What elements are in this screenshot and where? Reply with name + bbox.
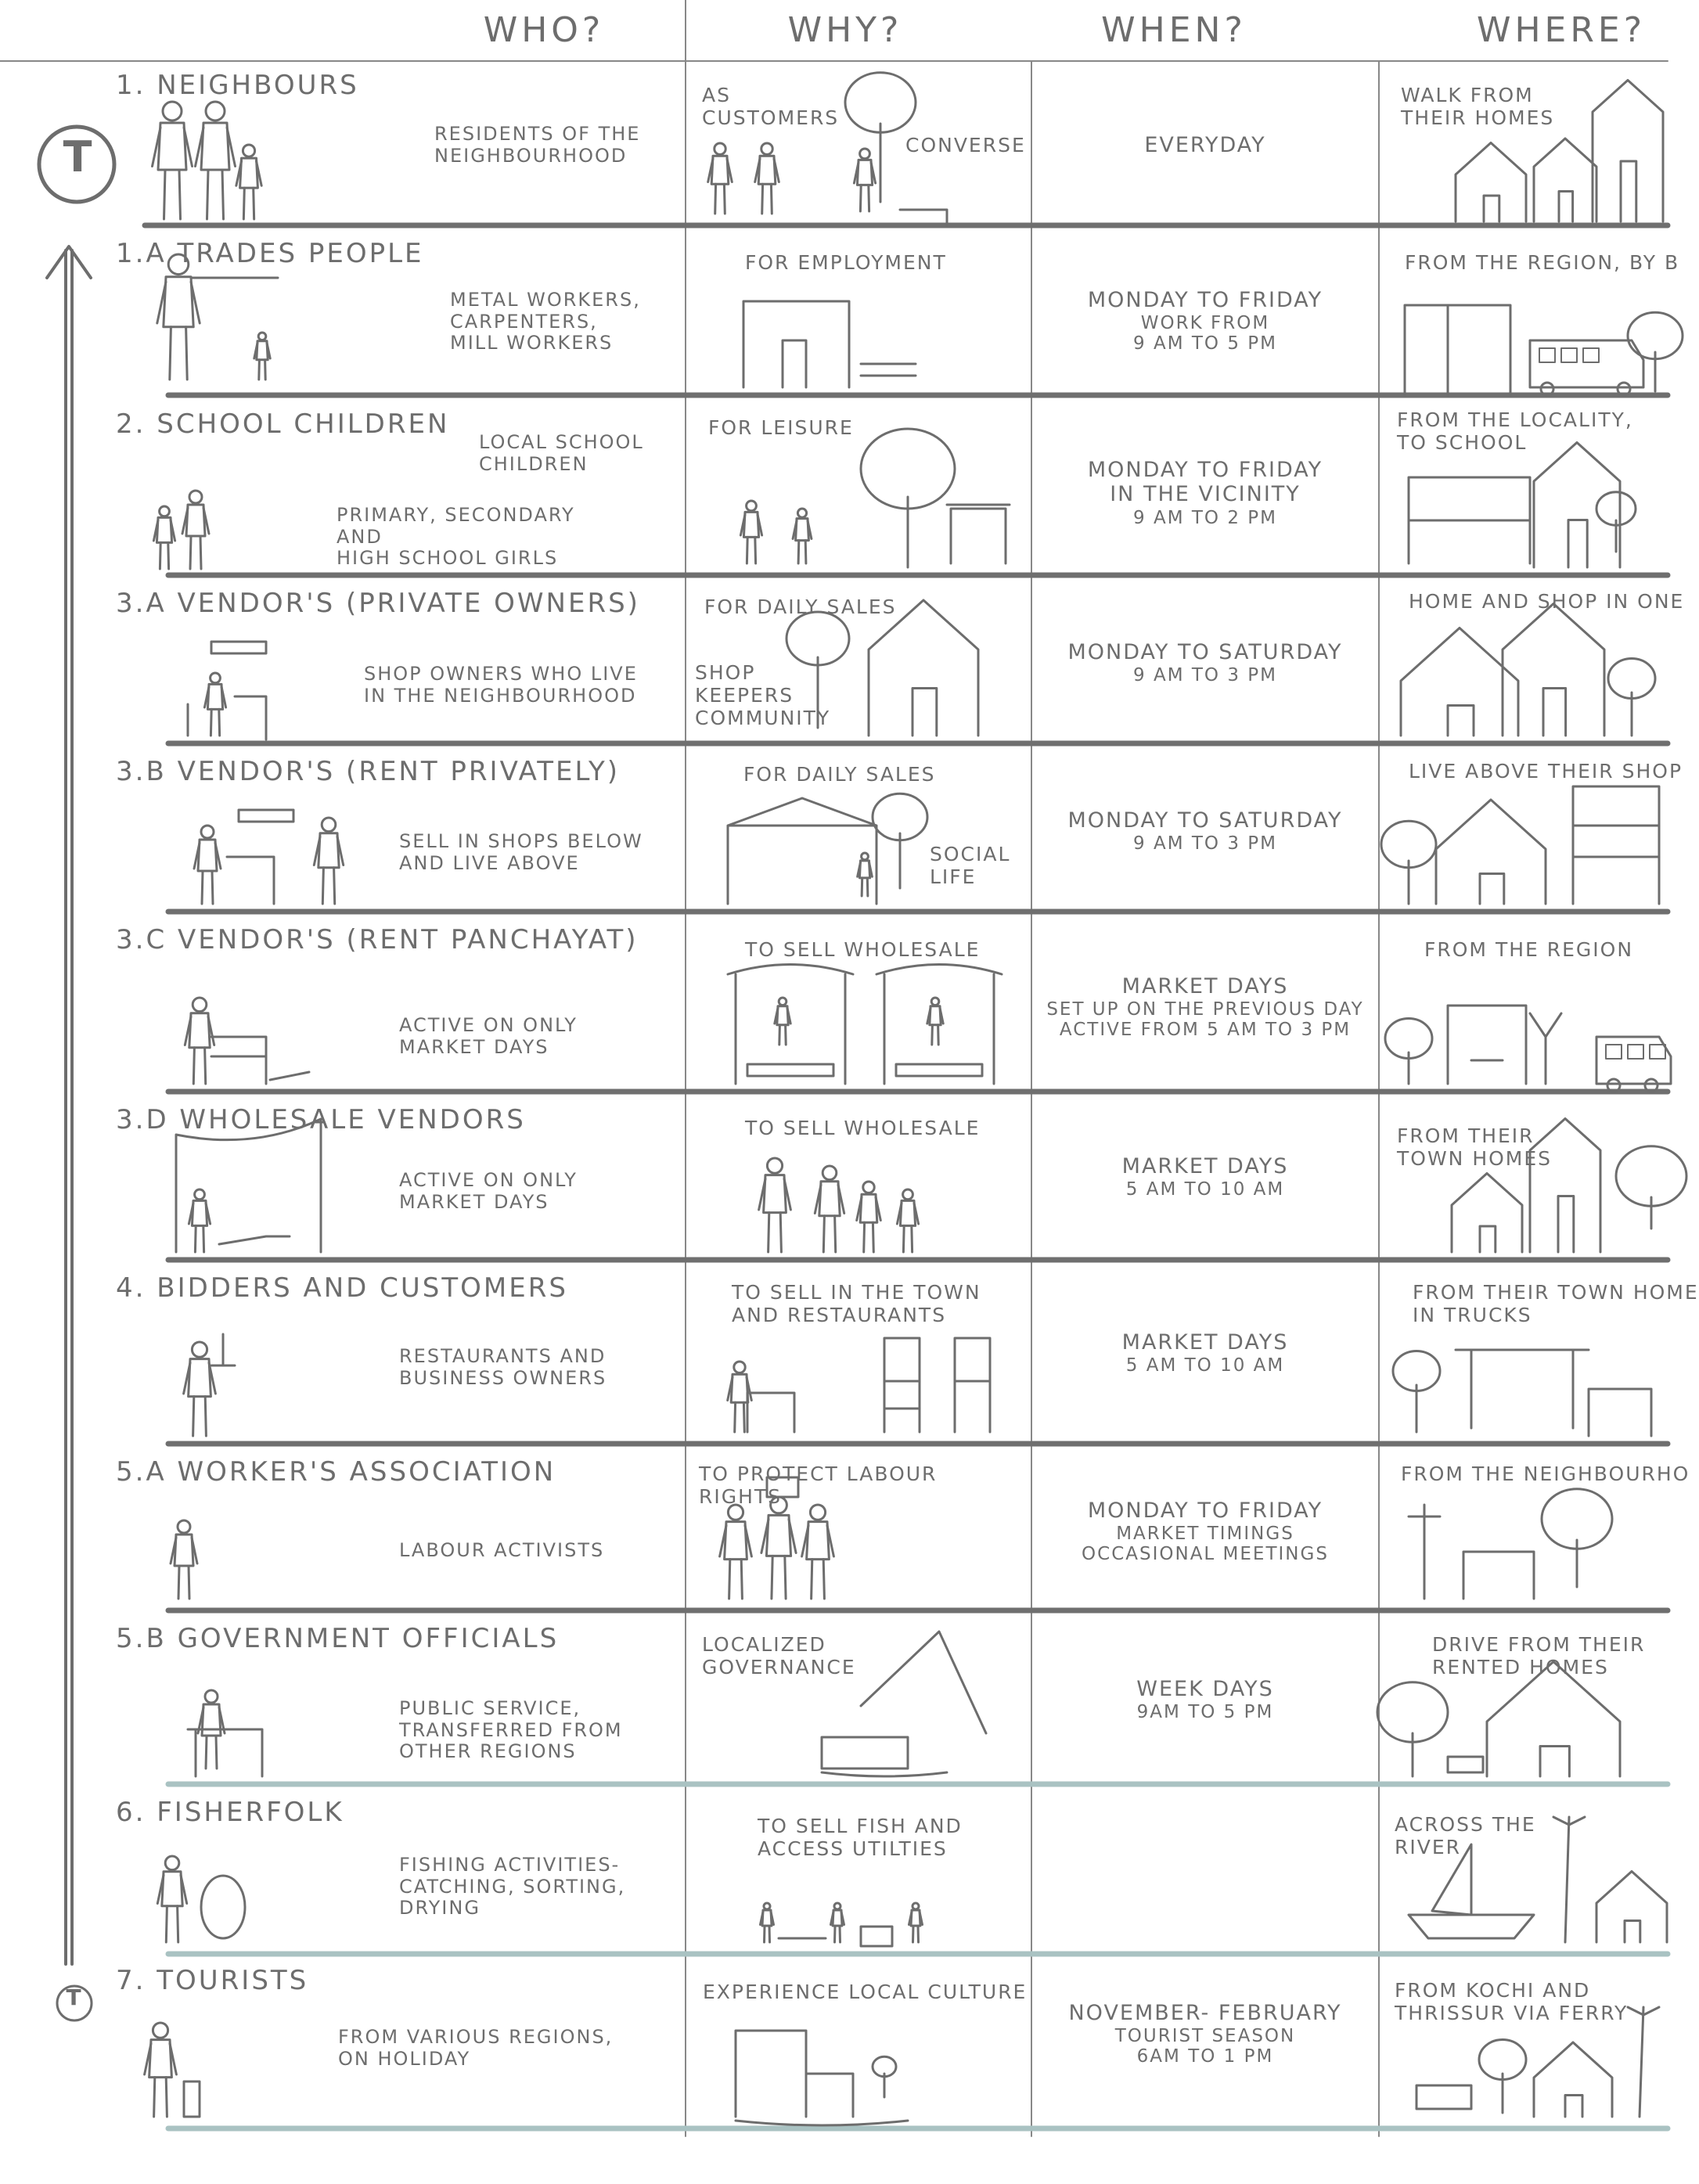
why-caption: FOR EMPLOYMENT	[745, 251, 947, 274]
where-caption: FROM THE NEIGHBOURHO	[1401, 1463, 1690, 1485]
person-sketch	[160, 506, 170, 516]
desk-sketch	[188, 1729, 262, 1776]
house-sketch	[912, 689, 937, 736]
person-sketch	[857, 160, 872, 185]
shop-sketch	[728, 798, 876, 904]
when-main: MARKET DAYS	[1121, 1330, 1289, 1355]
person-sketch	[931, 998, 939, 1006]
person-sketch	[735, 1402, 745, 1432]
person-sketch	[932, 1025, 938, 1045]
person-sketch	[761, 143, 772, 154]
person-sketch	[243, 188, 254, 219]
person-sketch	[819, 1182, 840, 1216]
why-caption: TO SELL FISH AND ACCESS UTILTIES	[758, 1815, 963, 1860]
produce-sketch	[270, 1072, 309, 1080]
row-title: 1.A TRADES PEOPLE	[116, 238, 424, 269]
person-sketch	[725, 1522, 747, 1560]
person-sketch	[862, 878, 868, 896]
where-caption: FROM THE REGION, BY B	[1405, 251, 1680, 274]
house-sketch	[1558, 1196, 1574, 1253]
church-sketch	[736, 2031, 853, 2117]
person-sketch	[211, 709, 219, 736]
row-title: 5.B GOVERNMENT OFFICIALS	[116, 1623, 560, 1654]
person-sketch	[207, 684, 222, 709]
person-sketch	[731, 1374, 748, 1402]
person-sketch	[772, 1556, 786, 1599]
person-sketch	[189, 491, 202, 503]
when-detail: TOURIST SEASON 6AM TO 1 PM	[1114, 2026, 1296, 2067]
fishing-net-sketch	[201, 1876, 245, 1938]
row-title: 2. SCHOOL CHILDREN	[116, 408, 450, 440]
when-main: MARKET DAYS	[1121, 974, 1289, 998]
who-description: ACTIVE ON ONLY MARKET DAYS	[399, 1169, 578, 1213]
person-sketch	[154, 2078, 167, 2117]
sign-sketch	[211, 642, 266, 653]
person-sketch	[798, 541, 806, 563]
when-detail: 9 AM TO 2 PM	[1133, 508, 1277, 528]
person-sketch	[193, 998, 207, 1012]
water-sketch	[736, 2121, 908, 2125]
school-sketch	[1409, 477, 1530, 563]
person-sketch	[153, 2023, 167, 2038]
person-sketch	[797, 509, 806, 517]
house-sketch	[1540, 1747, 1569, 1777]
building-sketch	[1448, 1006, 1526, 1084]
when-main: MONDAY TO FRIDAY	[1087, 1499, 1323, 1523]
hook-sketch	[211, 1334, 235, 1365]
person-sketch	[193, 1048, 205, 1084]
person-sketch	[912, 1903, 919, 1909]
person-sketch	[259, 360, 265, 380]
person-sketch	[240, 158, 258, 188]
person-sketch	[729, 1560, 743, 1599]
produce-sketch	[219, 1236, 290, 1244]
person-sketch	[864, 1222, 874, 1252]
house-sketch	[1463, 1552, 1534, 1599]
person-sketch	[175, 1535, 193, 1566]
person-sketch	[823, 1216, 835, 1252]
when-main: EVERYDAY	[1144, 133, 1266, 157]
person-sketch	[812, 1560, 825, 1599]
why-caption: FOR DAILY SALES	[743, 763, 936, 786]
person-sketch	[766, 1515, 790, 1556]
why-note: CONVERSE	[905, 134, 1026, 157]
house-sketch	[1534, 2042, 1612, 2117]
person-sketch	[149, 2040, 172, 2078]
when-detail: WORK FROM 9 AM TO 5 PM	[1133, 313, 1277, 354]
canopy-sketch	[176, 1119, 321, 1252]
person-sketch	[758, 156, 776, 184]
row-title: 5.A WORKER'S ASSOCIATION	[116, 1456, 556, 1488]
when-main: MONDAY TO FRIDAY	[1087, 288, 1323, 312]
house-sketch	[1484, 196, 1499, 221]
bare-tree-sketch	[1530, 1013, 1561, 1084]
person-sketch	[747, 501, 757, 511]
person-sketch	[807, 1522, 830, 1560]
person-sketch	[743, 512, 758, 537]
who-description: RESTAURANTS AND BUSINESS OWNERS	[399, 1345, 607, 1389]
car-sketch	[1448, 1757, 1483, 1772]
why-caption: AS CUSTOMERS	[702, 84, 840, 129]
person-sketch	[189, 1013, 210, 1048]
house-sketch	[1452, 1174, 1522, 1253]
why-caption: FOR DAILY SALES	[704, 595, 897, 618]
where-caption: DRIVE FROM THEIR RENTED HOMES	[1432, 1633, 1646, 1678]
stall-sketch	[896, 1064, 982, 1076]
why-caption: EXPERIENCE LOCAL CULTURE	[703, 1981, 1028, 2003]
person-sketch	[163, 102, 182, 121]
header-where: WHERE?	[1476, 10, 1647, 50]
when-detail: 9 AM TO 3 PM	[1133, 833, 1277, 854]
person-sketch	[195, 1189, 205, 1200]
why-caption: FOR LEISURE	[708, 416, 854, 439]
person-sketch	[195, 1225, 203, 1252]
person-sketch	[186, 505, 205, 536]
where-caption: FROM THE REGION	[1424, 938, 1634, 961]
who-description: ACTIVE ON ONLY MARKET DAYS	[399, 1014, 578, 1058]
sign-sketch	[239, 810, 293, 822]
person-sketch	[201, 826, 214, 838]
person-sketch	[170, 327, 187, 380]
person-sketch	[834, 1903, 841, 1909]
person-sketch	[862, 853, 869, 860]
who-description: RESIDENTS OF THE NEIGHBOURHOOD	[434, 123, 641, 167]
person-sketch	[903, 1225, 912, 1252]
when-main: NOVEMBER- FEBRUARY	[1068, 2001, 1342, 2025]
person-sketch	[319, 833, 339, 868]
why-caption: TO PROTECT LABOUR RIGHTS	[699, 1463, 938, 1508]
person-sketch	[860, 1194, 877, 1222]
house-sketch	[1543, 689, 1566, 736]
house-sketch	[1480, 1226, 1496, 1252]
where-caption: FROM THEIR TOWN HOMES	[1397, 1124, 1553, 1170]
why-caption: LOCALIZED GOVERNANCE	[702, 1633, 856, 1678]
person-sketch	[162, 1872, 182, 1906]
person-sketch	[207, 170, 224, 219]
person-sketch	[211, 673, 221, 683]
row-title: 6. FISHERFOLK	[116, 1797, 344, 1828]
water-sketch	[822, 1772, 947, 1776]
truck-sketch	[1589, 1389, 1651, 1436]
header-why: WHY?	[787, 10, 903, 50]
who-description: PUBLIC SERVICE, TRANSFERRED FROM OTHER REGIONS	[399, 1697, 623, 1763]
person-sketch	[160, 542, 168, 569]
person-sketch	[823, 1166, 837, 1180]
house-sketch	[1596, 1872, 1667, 1943]
person-sketch	[198, 840, 217, 871]
person-sketch	[206, 102, 225, 121]
who-description: FISHING ACTIVITIES- CATCHING, SORTING, DRYING	[399, 1854, 626, 1920]
where-caption: FROM THE LOCALITY, TO SCHOOL	[1397, 408, 1633, 454]
boat-sketch	[1409, 1915, 1534, 1938]
row-title: 3.D WHOLESALE VENDORS	[116, 1104, 526, 1135]
person-sketch	[769, 1213, 782, 1252]
bus-sketch	[1583, 348, 1599, 362]
row-title: 3.C VENDOR'S (RENT PANCHAYAT)	[116, 924, 639, 955]
person-sketch	[157, 517, 171, 542]
person-sketch	[762, 184, 772, 214]
workshop-sketch	[743, 301, 849, 387]
person-sketch	[193, 1397, 207, 1436]
where-caption: HOME AND SHOP IN ONE	[1409, 590, 1685, 613]
billboard-sketch	[1456, 1350, 1589, 1428]
where-caption: WALK FROM THEIR HOMES	[1401, 84, 1555, 129]
house-sketch	[1568, 520, 1587, 568]
person-sketch	[165, 1856, 179, 1870]
who-description: SELL IN SHOPS BELOW AND LIVE ABOVE	[399, 830, 643, 874]
when-detail: SET UP ON THE PREVIOUS DAY ACTIVE FROM 5 AM TO 3 PM	[1046, 999, 1364, 1041]
person-sketch	[835, 1926, 841, 1942]
bus-sketch	[1606, 1045, 1622, 1059]
bus-sketch	[1539, 348, 1555, 362]
person-sketch	[734, 1362, 745, 1373]
bus-sketch	[1628, 1045, 1643, 1059]
when-main: MONDAY TO SATURDAY	[1067, 808, 1343, 833]
axis-top-symbol: T	[63, 132, 94, 182]
row-title: 3.B VENDOR'S (RENT PRIVATELY)	[116, 756, 620, 787]
person-sketch	[258, 333, 266, 340]
person-sketch	[202, 871, 213, 904]
stall-sketch	[211, 1037, 266, 1084]
who-description: FROM VARIOUS REGIONS, ON HOLIDAY	[338, 2026, 614, 2070]
where-caption: LIVE ABOVE THEIR SHOP	[1409, 760, 1683, 783]
person-sketch	[764, 1903, 770, 1909]
house-sketch	[1401, 628, 1518, 736]
person-sketch	[192, 1200, 207, 1225]
house-sketch	[1625, 1921, 1640, 1943]
person-sketch	[860, 185, 869, 211]
person-sketch	[913, 1926, 919, 1942]
person-sketch	[903, 1189, 913, 1200]
when-detail: 9AM TO 5 PM	[1136, 1702, 1274, 1722]
person-sketch	[860, 149, 870, 159]
when-main: MARKET DAYS	[1121, 1154, 1289, 1178]
row-title: 3.A VENDOR'S (PRIVATE OWNERS)	[116, 588, 640, 619]
house-sketch	[1456, 143, 1526, 222]
table-sketch	[747, 1393, 794, 1432]
person-sketch	[900, 1200, 915, 1225]
person-sketch	[863, 1182, 874, 1193]
timeline-arrowhead	[47, 246, 91, 278]
house-sketch	[1534, 139, 1596, 221]
counter-sketch	[227, 857, 274, 904]
header-who: WHO?	[483, 10, 605, 50]
shelf-sketch	[955, 1338, 990, 1432]
person-sketch	[205, 1690, 218, 1703]
row-title-note: LOCAL SCHOOL CHILDREN	[479, 431, 644, 475]
bus-sketch	[1650, 1045, 1665, 1059]
cart-sketch	[947, 505, 1010, 563]
house-sketch	[1559, 192, 1573, 222]
row-title: 1. NEIGHBOURS	[116, 70, 359, 101]
person-sketch	[202, 1704, 221, 1736]
counter-sketch	[188, 696, 266, 739]
where-caption: FROM THEIR TOWN HOME IN TRUCKS	[1413, 1281, 1699, 1326]
when-main: WEEK DAYS	[1136, 1677, 1274, 1701]
why-caption: TO SELL WHOLESALE	[745, 1117, 981, 1139]
person-sketch	[192, 1342, 207, 1357]
house-sketch	[1534, 443, 1620, 568]
why-caption: TO SELL WHOLESALE	[745, 938, 981, 961]
bus-sketch	[1561, 348, 1577, 362]
when-main: MONDAY TO SATURDAY	[1067, 640, 1343, 664]
who-description: SHOP OWNERS WHO LIVE IN THE NEIGHBOURHOOD	[364, 663, 638, 707]
row-title: 7. TOURISTS	[116, 1965, 309, 1996]
person-sketch	[178, 1566, 189, 1599]
luggage-sketch	[184, 2081, 200, 2117]
person-sketch	[322, 868, 334, 904]
when-detail: 9 AM TO 3 PM	[1133, 665, 1277, 685]
apartment-sketch	[1573, 786, 1659, 904]
when-main: MONDAY TO FRIDAY IN THE VICINITY	[1087, 458, 1323, 507]
person-sketch	[164, 277, 193, 327]
person-sketch	[164, 170, 181, 219]
person-sketch	[190, 536, 201, 569]
who-description: METAL WORKERS, CARPENTERS, MILL WORKERS	[450, 289, 641, 354]
person-sketch	[767, 1158, 782, 1173]
house-sketch	[1480, 874, 1504, 905]
person-sketch	[178, 1520, 190, 1533]
person-sketch	[158, 123, 186, 170]
when-detail: 5 AM TO 10 AM	[1125, 1355, 1285, 1376]
house-sketch	[1436, 800, 1546, 904]
row-title: 4. BIDDERS AND CUSTOMERS	[116, 1272, 568, 1304]
house-sketch	[1565, 2096, 1582, 2117]
house-sketch	[869, 600, 978, 736]
house-sketch	[1448, 706, 1474, 736]
timber-sketch	[861, 364, 916, 376]
shelf-sketch	[884, 1338, 920, 1432]
person-sketch	[764, 1175, 787, 1213]
who-description: PRIMARY, SECONDARY AND HIGH SCHOOL GIRLS	[337, 504, 575, 570]
person-sketch	[201, 123, 229, 170]
person-sketch	[189, 1359, 211, 1397]
why-note: SHOP KEEPERS COMMUNITY	[695, 661, 831, 729]
when-detail: MARKET TIMINGS OCCASIONAL MEETINGS	[1082, 1524, 1329, 1565]
person-sketch	[322, 818, 336, 832]
person-sketch	[765, 1926, 770, 1942]
who-description: LABOUR ACTIVISTS	[399, 1539, 605, 1561]
person-sketch	[243, 145, 254, 157]
why-note: SOCIAL LIFE	[930, 843, 1011, 888]
person-sketch	[166, 1906, 178, 1942]
house-sketch	[1621, 161, 1636, 221]
person-sketch	[779, 998, 787, 1006]
ferry-sketch	[1416, 2085, 1471, 2109]
pole-sketch	[1409, 1505, 1440, 1599]
building-sketch	[1405, 305, 1510, 395]
person-sketch	[715, 184, 725, 214]
stall-sketch	[747, 1064, 833, 1076]
when-detail: 5 AM TO 10 AM	[1125, 1179, 1285, 1200]
where-caption: FROM KOCHI AND THRISSUR VIA FERRY	[1395, 1979, 1629, 2024]
person-sketch	[747, 537, 755, 563]
axis-bottom-symbol: T	[66, 1984, 83, 2010]
header-when: WHEN?	[1101, 10, 1247, 50]
person-sketch	[779, 1025, 786, 1045]
where-caption: ACROSS THE RIVER	[1395, 1813, 1536, 1858]
why-caption: TO SELL IN THE TOWN AND RESTAURANTS	[732, 1281, 981, 1326]
person-sketch	[206, 1736, 217, 1768]
